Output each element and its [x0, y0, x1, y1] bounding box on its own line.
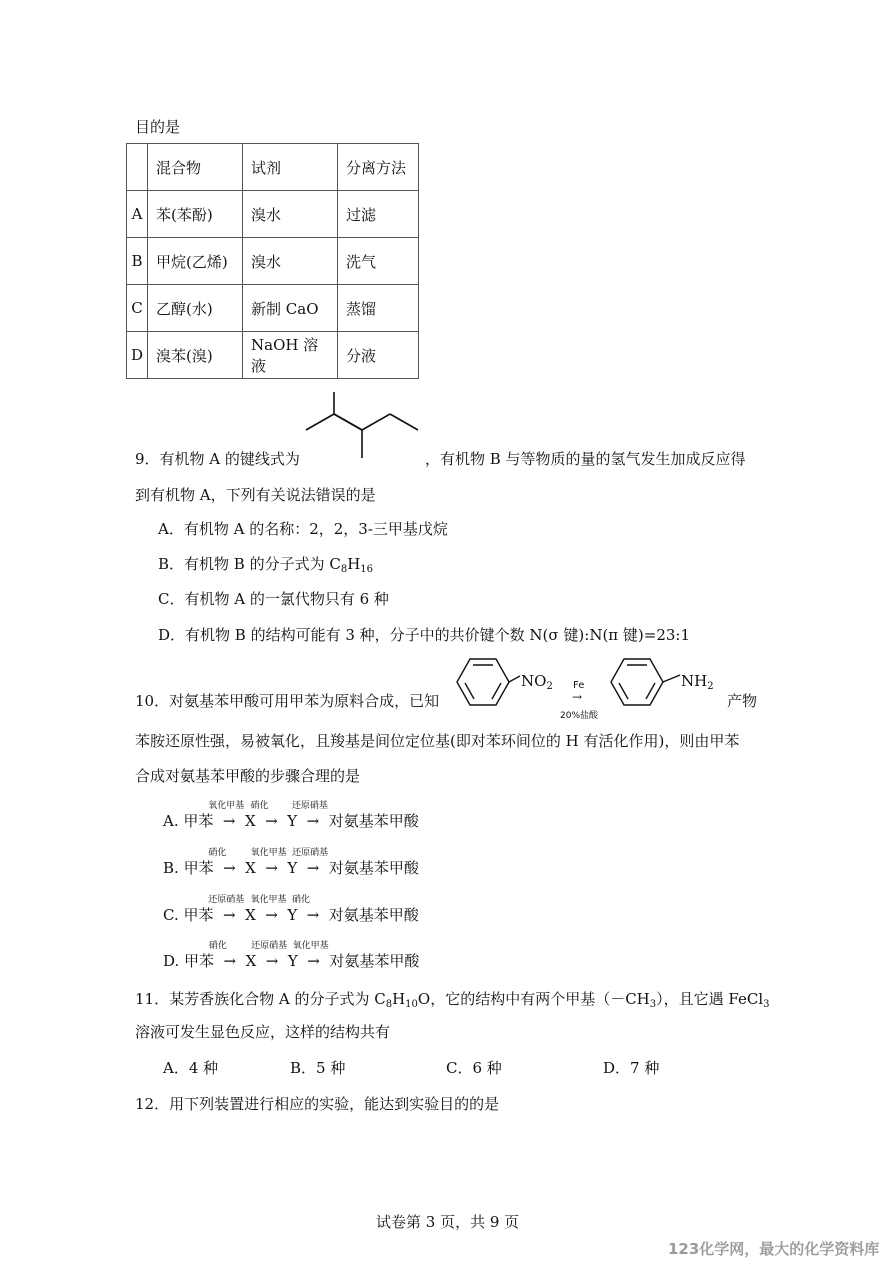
reagent-fe: Fe — [573, 680, 585, 691]
q10-option-a: A. 甲苯 氧化甲基 → X 硝化 → Y 还原硝基 → 对氨基苯甲酸 — [163, 801, 419, 830]
table-cell: 苯(苯酚) — [148, 191, 243, 238]
q10-option-b: B. 甲苯 硝化 → X 氧化甲基 → Y 还原硝基 → 对氨基苯甲酸 — [163, 848, 419, 877]
q11-option-a: A．4 种 — [163, 1059, 219, 1077]
table-cell: 溴苯(溴) — [148, 332, 243, 379]
q11-option-d: D．7 种 — [603, 1059, 660, 1077]
reaction-arrow-icon: → — [572, 690, 583, 704]
table-cell: 乙醇(水) — [148, 285, 243, 332]
watermark: 123化学网，最大的化学资料库 — [668, 1240, 880, 1258]
table-header-cell: 试剂 — [243, 144, 338, 191]
table-cell: B — [127, 238, 148, 285]
table-cell: C — [127, 285, 148, 332]
q12-stem: 12．用下列装置进行相应的实验，能达到实验目的的是 — [135, 1095, 500, 1113]
q10-stem-b: 产物 — [727, 692, 758, 710]
table-cell: A — [127, 191, 148, 238]
table-header-cell: 分离方法 — [338, 144, 419, 191]
benzene-ring-icon — [606, 655, 680, 711]
page-footer: 试卷第 3 页，共 9 页 — [376, 1213, 520, 1231]
table-cell: D — [127, 332, 148, 379]
table-header-cell: 混合物 — [148, 144, 243, 191]
table-cell: 新制 CaO — [243, 285, 338, 332]
reagent-hcl: 20%盐酸 — [560, 711, 599, 721]
q10-stem-d: 合成对氨基苯甲酸的步骤合理的是 — [135, 767, 361, 785]
q10-stem-a: 10．对氨基苯甲酸可用甲苯为原料合成，已知 — [135, 692, 440, 710]
table-header-cell — [127, 144, 148, 191]
table-row — [127, 238, 419, 285]
q11-option-c: C．6 种 — [446, 1059, 502, 1077]
q10-option-c: C. 甲苯 还原硝基 → X 氧化甲基 → Y 硝化 → 对氨基苯甲酸 — [163, 895, 419, 924]
q9-stem-a: 9．有机物 A 的键线式为 — [135, 450, 300, 468]
table-cell: 洗气 — [338, 238, 419, 285]
table-cell: 蒸馏 — [338, 285, 419, 332]
table-cell: 过滤 — [338, 191, 419, 238]
table-cell: 甲烷(乙烯) — [148, 238, 243, 285]
q11-stem-a: 11．某芳香族化合物 A 的分子式为 $C_8H_{10}O$，它的结构中有两个甲基$(-CH_3)$，且它遇 FeCl$_3$ — [135, 990, 770, 1010]
q10-stem-c: 苯胺还原性强，易被氧化，且羧基是间位定位基(即对苯环间位的 H 有活化作用)，则由甲苯 — [135, 732, 740, 750]
table-cell: NaOH 溶液 — [243, 332, 338, 379]
table-row — [127, 285, 419, 332]
table-cell: 溴水 — [243, 191, 338, 238]
q9-option-b: B．有机物 B 的分子式为 $C_8H_{16}$ — [158, 555, 374, 575]
q11-stem-b: 溶液可发生显色反应，这样的结构共有 — [135, 1023, 391, 1041]
table-cell: 溴水 — [243, 238, 338, 285]
q9-stem-b: ，有机物 B 与等物质的量的氢气发生加成反应得 — [425, 450, 746, 468]
table-header-row — [127, 144, 419, 191]
nitro-group: $NO_2$ — [521, 672, 553, 692]
q9-option-c: C．有机物 A 的一氯代物只有 6 种 — [158, 590, 389, 608]
table-row — [127, 332, 419, 379]
skeletal-formula-a — [304, 390, 424, 462]
q11-option-b: B．5 种 — [290, 1059, 346, 1077]
q8-tail: 目的是 — [135, 118, 181, 136]
benzene-ring-icon — [452, 655, 520, 711]
amino-group: $NH_2$ — [681, 672, 714, 692]
q9-option-a: A．有机物 A 的名称：2，2，3-三甲基戊烷 — [158, 520, 448, 538]
q9-option-d: D．有机物 B 的结构可能有 3 种，分子中的共价键个数 N(σ 键):N(π 键)=23:1 — [158, 626, 691, 644]
separation-table — [126, 143, 419, 379]
q10-option-d: D. 甲苯 硝化 → X 还原硝基 → Y 氧化甲基 → 对氨基苯甲酸 — [163, 941, 420, 970]
q9-stem-c: 到有机物 A，下列有关说法错误的是 — [135, 486, 376, 504]
table-row — [127, 191, 419, 238]
table-cell: 分液 — [338, 332, 419, 379]
